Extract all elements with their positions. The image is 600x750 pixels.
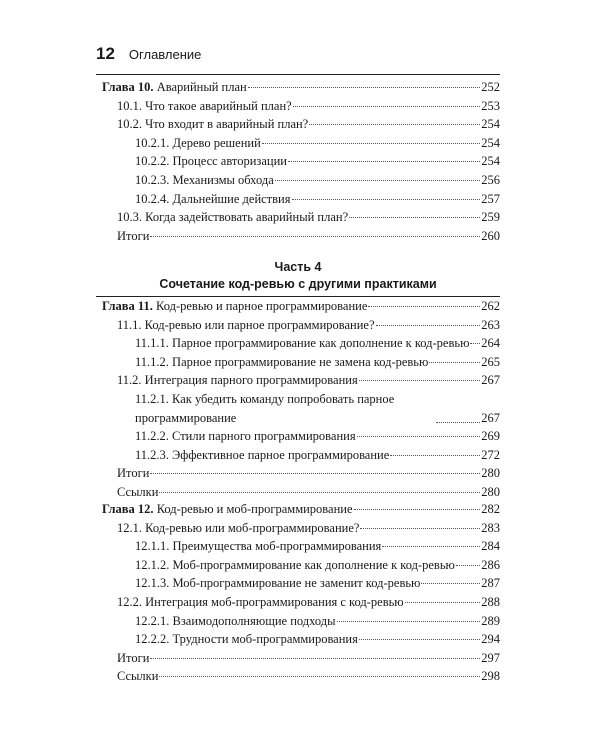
dot-leader: [390, 455, 480, 456]
entry-page: 254: [481, 135, 500, 150]
page-number: 12: [96, 44, 115, 63]
entry-page: 256: [481, 172, 500, 187]
toc-entry-chapter-11[interactable]: [96, 297, 500, 316]
entry-label: Итоги: [117, 650, 150, 665]
toc-entry[interactable]: [96, 593, 500, 612]
entry-label: 11.2.3. Эффективное парное программирование: [135, 447, 390, 462]
chapter-word: Глава 11.: [102, 299, 153, 313]
entry-label: 11.2.1. Как убедить команду попробовать парное программирование: [135, 391, 395, 425]
entry-page: 263: [481, 317, 500, 332]
toc-entry[interactable]: [96, 483, 500, 502]
dot-leader: [150, 236, 480, 237]
entry-label: 12.1.1. Преимущества моб-программирования: [135, 539, 382, 554]
header-rule: [96, 74, 500, 75]
chapter-title: Код-ревью и моб-программирование: [153, 502, 353, 516]
part-title: Сочетание код-ревью с другими практиками: [159, 277, 437, 291]
entry-page: 254: [481, 154, 500, 169]
dot-leader: [309, 124, 480, 125]
toc-entry[interactable]: [96, 667, 500, 686]
dot-leader: [436, 422, 480, 423]
toc-entry[interactable]: [96, 556, 500, 575]
entry-page: 288: [481, 594, 500, 609]
toc-entry[interactable]: [96, 446, 500, 465]
entry-label: 10.2. Что входит в аварийный план?: [117, 117, 309, 132]
dot-leader: [357, 436, 481, 437]
entry-label: 10.2.4. Дальнейшие действия: [135, 191, 291, 206]
entry-page: 267: [481, 410, 500, 425]
dot-leader: [376, 325, 481, 326]
entry-page: 264: [481, 336, 500, 351]
toc-entry[interactable]: [96, 371, 500, 390]
entry-label: [102, 297, 367, 316]
toc-entry-chapter-12[interactable]: [96, 500, 500, 519]
entry-label: 11.1.2. Парное программирование не замена код-ревью: [135, 354, 429, 369]
entry-label: 10.2.2. Процесс авторизации: [135, 154, 287, 169]
toc-entry[interactable]: [96, 427, 500, 446]
toc-chapter-11: [96, 296, 500, 502]
entry-page: 259: [481, 210, 500, 225]
toc-chapter-10: [96, 78, 500, 245]
dot-leader: [248, 87, 481, 88]
part-heading: [96, 259, 500, 293]
dot-leader: [293, 106, 481, 107]
entry-page: 286: [481, 557, 500, 572]
dot-leader: [349, 217, 480, 218]
dot-leader: [359, 639, 480, 640]
dot-leader: [382, 546, 480, 547]
entry-page: 282: [481, 502, 500, 516]
entry-label: 12.2. Интеграция моб-программирования с код-ревью: [117, 594, 404, 609]
toc-entry[interactable]: [96, 519, 500, 538]
toc-entry[interactable]: [96, 134, 500, 153]
entry-page: 294: [481, 632, 500, 647]
entry-label: 12.1. Код-ревью или моб-программирование?: [117, 520, 360, 535]
dot-leader: [262, 143, 480, 144]
chapter-title: Аварийный план: [153, 80, 247, 94]
toc-entry[interactable]: [96, 464, 500, 483]
entry-label: Ссылки: [117, 484, 159, 499]
entry-page: 262: [481, 299, 500, 313]
chapter-title: Код-ревью и парное программирование: [152, 299, 368, 313]
toc-entry[interactable]: [96, 190, 500, 209]
entry-label: 10.2.3. Механизмы обхода: [135, 172, 274, 187]
entry-label: Ссылки: [117, 669, 159, 684]
dot-leader: [360, 528, 480, 529]
toc-entry[interactable]: [96, 630, 500, 649]
entry-label: [102, 500, 353, 519]
toc-entry[interactable]: [96, 97, 500, 116]
entry-label: Итоги: [117, 228, 150, 243]
entry-page: 284: [481, 539, 500, 554]
dot-leader: [288, 161, 480, 162]
entry-label: 10.1. Что такое аварийный план?: [117, 98, 292, 113]
toc-entry[interactable]: [96, 227, 500, 246]
dot-leader: [429, 362, 480, 363]
chapter-word: Глава 10.: [102, 80, 154, 94]
entry-page: 269: [481, 429, 500, 444]
toc-entry[interactable]: [96, 115, 500, 134]
dot-leader: [405, 602, 481, 603]
toc-entry[interactable]: [96, 574, 500, 593]
entry-page: 260: [481, 228, 500, 243]
entry-page: 257: [481, 191, 500, 206]
toc-chapter-12: [96, 500, 500, 686]
toc-entry[interactable]: [96, 208, 500, 227]
entry-label: 11.1.1. Парное программирование как дополнение к код-ревью: [135, 336, 470, 351]
entry-page: 287: [481, 576, 500, 591]
entry-page: 253: [481, 98, 500, 113]
entry-page: 265: [481, 354, 500, 369]
entry-label: 12.2.2. Трудности моб-программирования: [135, 632, 358, 647]
dot-leader: [470, 343, 480, 344]
entry-page: 283: [481, 520, 500, 535]
part-number: Часть 4: [274, 260, 322, 274]
entry-page: 254: [481, 117, 500, 132]
dot-leader: [150, 473, 480, 474]
entry-label: 10.2.1. Дерево решений: [135, 135, 261, 150]
entry-page: 289: [481, 613, 500, 628]
toc-entry[interactable]: [96, 316, 500, 335]
running-title: Оглавление: [128, 47, 202, 62]
page-header: [96, 44, 201, 64]
entry-label: 10.3. Когда задействовать аварийный план?: [117, 210, 349, 225]
toc-entry[interactable]: [96, 649, 500, 668]
toc-entry[interactable]: [96, 334, 500, 353]
dot-leader: [159, 676, 480, 677]
dot-leader: [354, 509, 481, 510]
dot-leader: [456, 565, 480, 566]
entry-page: 297: [481, 650, 500, 665]
entry-page: 298: [481, 669, 500, 684]
dot-leader: [159, 492, 480, 493]
entry-page: 280: [481, 484, 500, 499]
toc-entry[interactable]: [96, 537, 500, 556]
dot-leader: [368, 306, 480, 307]
toc-entry[interactable]: [96, 612, 500, 631]
toc-entry[interactable]: [96, 353, 500, 372]
entry-page: 267: [481, 373, 500, 388]
entry-page: 280: [481, 466, 500, 481]
chapter-word: Глава 12.: [102, 502, 154, 516]
entry-label: [102, 78, 247, 97]
toc-entry[interactable]: [96, 390, 500, 427]
dot-leader: [421, 583, 480, 584]
entry-label: Итоги: [117, 466, 150, 481]
entry-label: 12.1.2. Моб-программирование как дополнение к код-ревью: [135, 557, 455, 572]
toc-entry-chapter-10[interactable]: [96, 78, 500, 97]
entry-label: 12.2.1. Взаимодополняющие подходы: [135, 613, 336, 628]
dot-leader: [292, 199, 481, 200]
entry-label: 11.1. Код-ревью или парное программирование?: [117, 317, 375, 332]
entry-label: 11.2.2. Стили парного программирования: [135, 429, 356, 444]
entry-label: 11.2. Интеграция парного программирования: [117, 373, 358, 388]
toc-entry[interactable]: [96, 171, 500, 190]
dot-leader: [337, 621, 481, 622]
dot-leader: [359, 380, 481, 381]
dot-leader: [150, 658, 480, 659]
toc-entry[interactable]: [96, 152, 500, 171]
entry-label: 12.1.3. Моб-программирование не заменит код-ревью: [135, 576, 421, 591]
entry-page: 252: [481, 80, 500, 94]
dot-leader: [275, 180, 481, 181]
entry-page: 272: [481, 447, 500, 462]
